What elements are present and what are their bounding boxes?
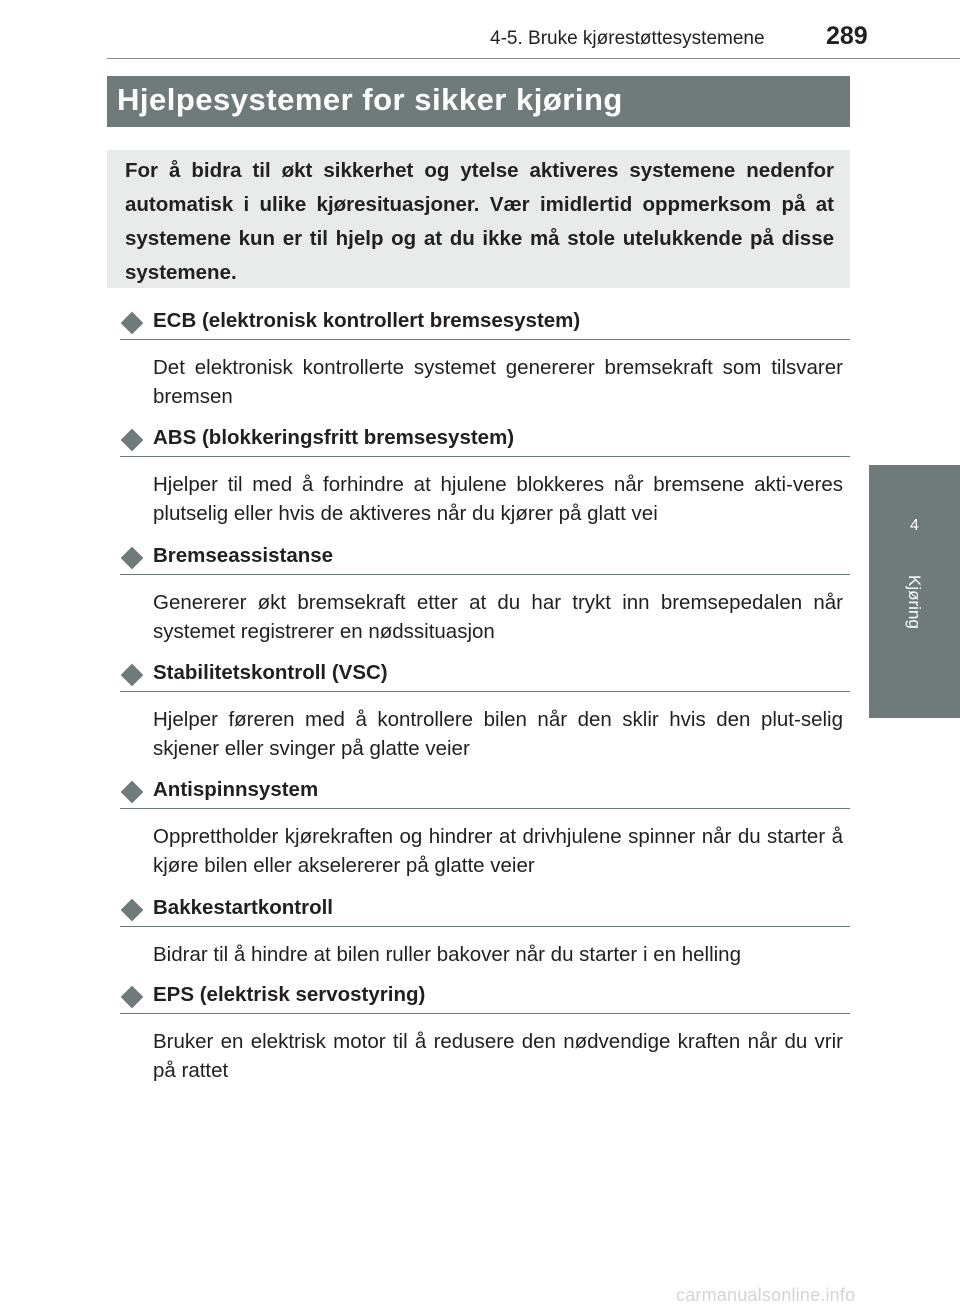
section-abs [120,426,850,525]
section-traction-control [120,778,850,877]
chapter-number: 4 [910,517,919,534]
intro-text: For å bidra til økt sikkerhet og ytelse aktiveres systemene nedenfor automatisk i ulike kjøresituasjoner. Vær imidlertid oppmerksom på at systemene kun er til hjelp og at du ikke må stole utelukkende på disse systemene. [125,159,834,284]
diamond-bullet-icon [121,429,144,452]
section-body: Det elektronisk kontrollerte systemet genererer bremsekraft som tilsvarer bremsen [153,356,843,408]
section-heading: Antispinnsystem [153,778,319,801]
header-rule [107,58,960,59]
section-heading: Bremseassistanse [153,544,334,567]
section-rule [120,456,850,457]
page-title: Hjelpesystemer for sikker kjøring [117,82,623,117]
section-eps [120,983,850,1082]
section-hill-start [120,896,850,966]
section-heading: Stabilitetskontroll (VSC) [153,661,388,684]
section-brake-assist [120,544,850,643]
section-body: Hjelper føreren med å kontrollere bilen når den sklir hvis den plut-selig skjener eller svinger på glatte veier [153,708,843,760]
section-body: Hjelper til med å forhindre at hjulene blokkeres når bremsene akti-veres plutselig eller hvis de aktiveres når du kjører på glatt vei [153,473,843,525]
section-rule [120,691,850,692]
section-rule [120,808,850,809]
section-ecb [120,309,850,408]
diamond-bullet-icon [121,664,144,687]
chapter-label: Kjøring [905,575,924,629]
section-rule [120,926,850,927]
header-section-title: 4-5. Bruke kjørestøttesystemene [490,28,765,49]
diamond-bullet-icon [121,312,144,335]
section-heading: EPS (elektrisk servostyring) [153,983,426,1006]
intro-box [107,150,850,288]
diamond-bullet-icon [121,547,144,570]
watermark: carmanualsonline.info [676,1285,856,1305]
section-heading: ECB (elektronisk kontrollert bremsesystem) [153,309,581,332]
section-rule [120,574,850,575]
diamond-bullet-icon [121,986,144,1009]
section-body: Bruker en elektrisk motor til å redusere den nødvendige kraften når du vrir på rattet [153,1030,843,1082]
section-heading: ABS (blokkeringsfritt bremsesystem) [153,426,515,449]
section-heading: Bakkestartkontroll [153,896,334,919]
diamond-bullet-icon [121,781,144,804]
section-body: Genererer økt bremsekraft etter at du har trykt inn bremsepedalen når systemet registrerer en nødssituasjon [153,591,843,643]
section-vsc [120,661,850,760]
chapter-side-tab[interactable] [869,465,960,718]
section-rule [120,339,850,340]
page-number: 289 [826,22,868,50]
section-body: Bidrar til å hindre at bilen ruller bakover når du starter i en helling [153,943,741,966]
section-body: Opprettholder kjørekraften og hindrer at drivhjulene spinner når du starter å kjøre bilen eller akselererer på glatte veier [153,825,843,877]
title-band [107,76,850,127]
section-rule [120,1013,850,1014]
diamond-bullet-icon [121,899,144,922]
